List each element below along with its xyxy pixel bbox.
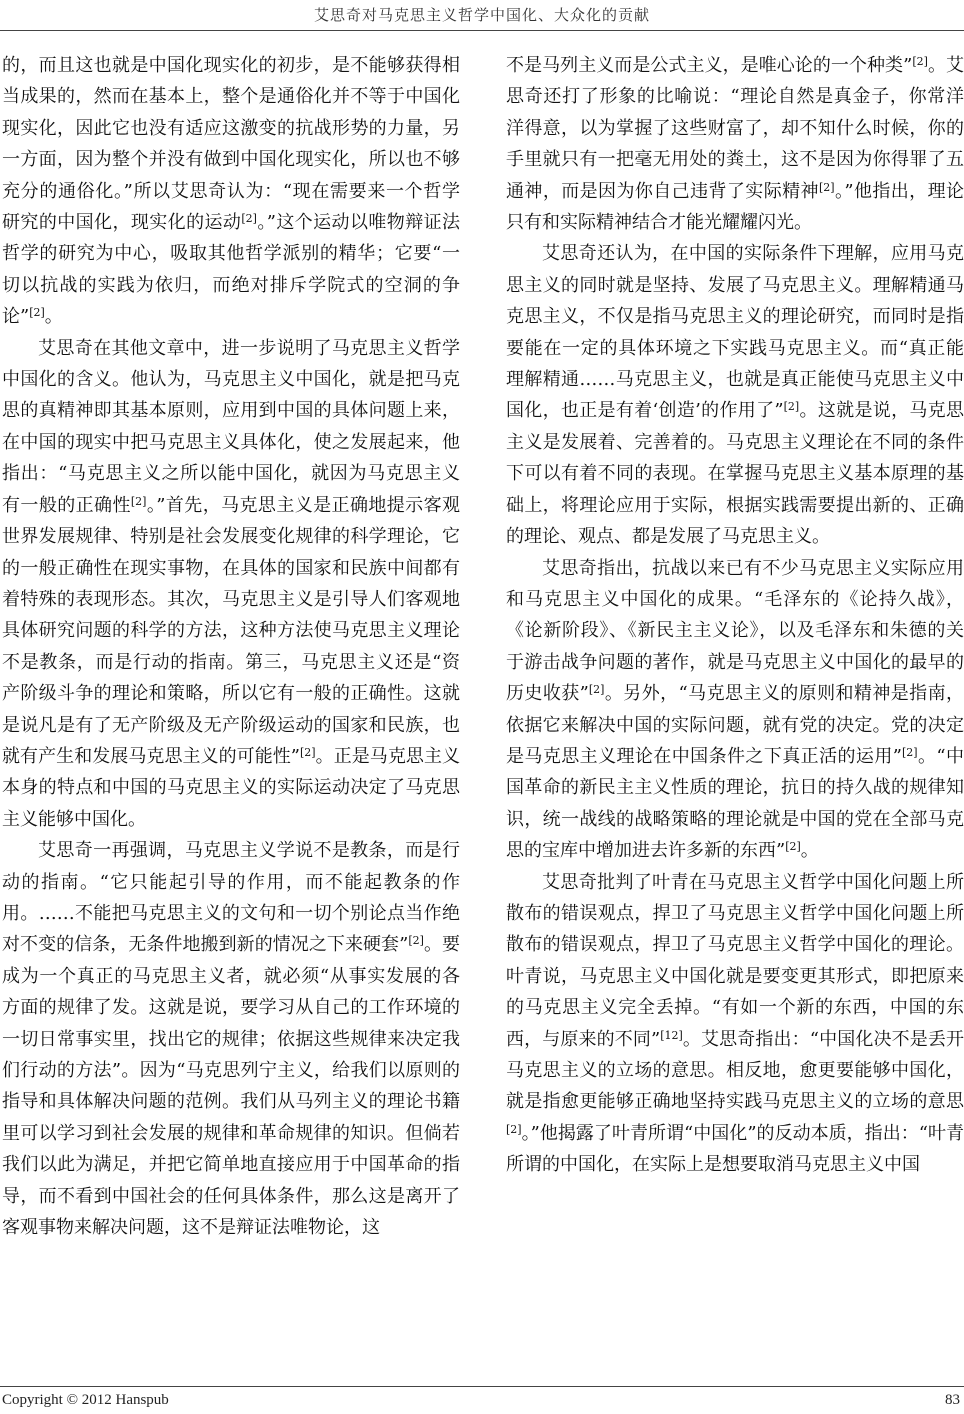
citation-ref[interactable]: [2] bbox=[588, 683, 605, 697]
citation-ref[interactable]: [2] bbox=[901, 745, 918, 759]
paragraph: 艾思奇指出，抗战以来已有不少马克思主义实际应用和马克思主义中国化的成果。“毛泽东的《论持久战》，《论新阶段》、《新民主主义论》，以及毛泽东和朱德的关于游击战争问题的著作，就是马克思主义中国化的最早的历史收获”[2]。另外，“马克思主义的原则和精神是指南，依据它来解决中国的实际问题，就有党的决定。党的决定是马克思主义理论在中国条件之下真正活的运用”[2]。“中国革命的新民主主义性质的理论，抗日的持久战的规律知识，统一战线的战略策略的理论就是中国的党在全部马克思的宝库中增加进去许多新的东西”[2]。 bbox=[506, 557, 964, 862]
paragraph: 艾思奇在其他文章中，进一步说明了马克思主义哲学中国化的含义。他认为，马克思主义中国化，就是把马克思的真精神即其基本原则，应用到中国的具体问题上来，在中国的现实中把马克思主义具体化，使之发展起来，他指出：“马克思主义之所以能中国化，就因为马克思主义有一般的正确性[2]。”首先，马克思主义是正确地提示客观世界发展规律、特别是社会发展变化规律的科学理论，它的一般正确性在现实事物，在具体的国家和民族中间都有着特殊的表现形态。其次，马克思主义是引导人们客观地具体研究问题的科学的方法，这种方法使马克思主义理论不是教条，而是行动的指南。第三，马克思主义还是“资产阶级斗争的理论和策略，所以它有一般的正确性。这就是说凡是有了无产阶级及无产阶级运动的国家和民族，也就有产生和发展马克思主义的可能性”[2]。正是马克思主义本身的特点和中国的马克思主义的实际运动决定了马克思主义能够中国化。 bbox=[2, 337, 460, 830]
right-column bbox=[506, 50, 964, 1360]
paragraph: 艾思奇还认为，在中国的实际条件下理解，应用马克思主义的同时就是坚持、发展了马克思主义。理解精通马克思主义，不仅是指马克思主义的理论研究，而同时是指要能在一定的具体环境之下实践马克思主义。而“真正能理解精通……马克思主义，也就是真正能使马克思主义中国化，也正是有着‘创造’的作用了”[2]。这就是说，马克思主义是发展着、完善着的。马克思主义理论在不同的条件下可以有着不同的表现。在掌握马克思主义基本原理的基础上，将理论应用于实际，根据实践需要提出新的、正确的理论、观点、都是发展了马克思主义。 bbox=[506, 243, 964, 548]
citation-ref[interactable]: [2] bbox=[506, 1122, 522, 1136]
paragraph: 的，而且这也就是中国化现实化的初步，是不能够获得相当成果的，然而在基本上，整个是通俗化并不等于中国化现实化，因此它也没有适应这激变的抗战形势的力量，另一方面，因为整个并没有做到中国化现实化，所以也不够充分的通俗化。”所以艾思奇认为：“现在需要来一个哲学研究的中国化，现实化的运动[2]。”这个运动以唯物辩证法哲学的研究为中心，吸取其他哲学派别的精华；它要“一切以抗战的实践为依归，而绝对排斥学院式的空洞的争论”[2]。 bbox=[2, 55, 460, 328]
citation-ref[interactable]: [2] bbox=[785, 840, 801, 854]
citation-ref[interactable]: [2] bbox=[912, 54, 928, 68]
running-header: 艾思奇对马克思主义哲学中国化、大众化的贡献 bbox=[313, 6, 650, 24]
footer-rule bbox=[0, 1386, 964, 1387]
page-number: 83 bbox=[945, 1392, 960, 1408]
copyright-notice: Copyright © 2012 Hanspub bbox=[2, 1392, 169, 1408]
paragraph: 艾思奇批判了叶青在马克思主义哲学中国化问题上所散布的错误观点，捍卫了马克思主义哲学中国化问题上所散布的错误观点，捍卫了马克思主义哲学中国化的理论。叶青说，马克思主义中国化就是要变更其形式，即把原来的马克思主义完全丢掉。“有如一个新的东西，中国的东西，与原来的不同”[12]。艾思奇指出：“中国化决不是丢开马克思主义的立场的意思。相反地，愈更要能够中国化，就是指愈更能够正确地坚持实践马克思主义的立场的意思[2]。”他揭露了叶青所谓“中国化”的反动本质，指出：“叶青所谓的中国化，在实际上是想要取消马克思主义中国 bbox=[506, 871, 964, 1176]
citation-ref[interactable]: [2] bbox=[130, 494, 147, 508]
citation-ref[interactable]: [2] bbox=[818, 180, 835, 194]
header-rule bbox=[0, 30, 964, 31]
citation-ref[interactable]: [12] bbox=[660, 1028, 683, 1042]
citation-ref[interactable]: [2] bbox=[29, 306, 45, 320]
citation-ref[interactable]: [2] bbox=[408, 934, 424, 948]
left-column bbox=[2, 50, 460, 1360]
paragraph: 艾思奇一再强调，马克思主义学说不是教条，而是行动的指南。“它只能起引导的作用，而不能起教条的作用。……不能把马克思主义的文句和一切个别论点当作绝对不变的信条，无条件地搬到新的情况之下来硬套”[2]。要成为一个真正的马克思主义者，就必须“从事实发展的各方面的规律了发。这就是说，要学习从自己的工作环境的一切日常事实里，找出它的规律；依据这些规律来决定我们行动的方法”。因为“马克思列宁主义，给我们以原则的指导和具体解决问题的范例。我们从马列主义的理论书籍里可以学习到社会发展的规律和革命规律的知识。但倘若我们以此为满足，并把它简单地直接应用于中国革命的指导，而不看到中国社会的任何具体条件，那么这是离开了客观事物来解决问题，这不是辩证法唯物论，这 bbox=[2, 840, 460, 1239]
paragraph: 不是马列主义而是公式主义，是唯心论的一个种类”[2]。艾思奇还打了形象的比喻说：“理论自然是真金子，你常洋洋得意，以为掌握了这些财富了，却不知什么时候，你的手里就只有一把毫无用处的粪土，这不是因为你得罪了五通神，而是因为你自己违背了实际精神[2]。”他指出，理论只有和实际精神结合才能光耀耀闪光。 bbox=[506, 54, 964, 234]
citation-ref[interactable]: [2] bbox=[300, 745, 316, 759]
citation-ref[interactable]: [2] bbox=[783, 400, 800, 414]
citation-ref[interactable]: [2] bbox=[241, 211, 257, 225]
